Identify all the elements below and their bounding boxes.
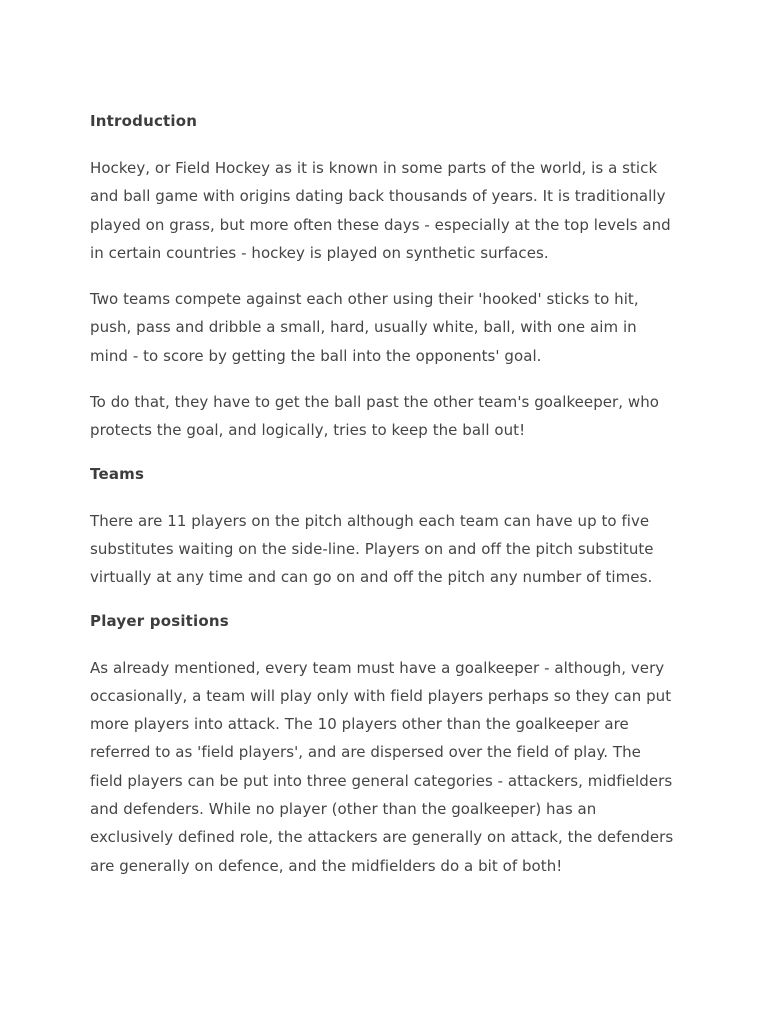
text-line: To do that, they have to get the ball past the other team's goalkeeper, who xyxy=(90,393,660,412)
paragraph-intro-3 xyxy=(90,388,690,445)
text-line: and defenders. While no player (other than the goalkeeper) has an xyxy=(90,800,597,819)
text-line: exclusively defined role, the attackers are generally on attack, the defenders xyxy=(90,828,674,847)
text-line: mind - to score by getting the ball into the opponents' goal. xyxy=(90,346,542,365)
text-line: more players into attack. The 10 players other than the goalkeeper are xyxy=(90,715,629,734)
text-line: push, pass and dribble a small, hard, usually white, ball, with one aim in xyxy=(90,318,637,337)
section-heading-player-positions: Player positions xyxy=(90,611,229,630)
section-heading-introduction: Introduction xyxy=(90,112,198,130)
text-line: virtually at any time and can go on and off the pitch any number of times. xyxy=(90,568,653,587)
paragraph-intro-1 xyxy=(90,154,690,267)
text-line: occasionally, a team will play only with field players perhaps so they can put xyxy=(90,686,672,705)
text-line: in certain countries - hockey is played on synthetic surfaces. xyxy=(90,243,549,262)
text-line: and ball game with origins dating back thousands of years. It is traditionally xyxy=(90,187,666,206)
paragraph-player-positions-1 xyxy=(90,654,690,880)
text-line: substitutes waiting on the side-line. Players on and off the pitch substitute xyxy=(90,539,654,558)
section-heading-teams: Teams xyxy=(90,464,145,483)
paragraph-teams-1 xyxy=(90,507,690,592)
text-line: played on grass, but more often these days - especially at the top levels and xyxy=(90,215,671,234)
text-line: referred to as 'field players', and are dispersed over the field of play. The xyxy=(90,743,641,762)
text-line: There are 11 players on the pitch although each team can have up to five xyxy=(90,511,650,530)
text-line: Two teams compete against each other using their 'hooked' sticks to hit, xyxy=(90,290,639,309)
paragraph-intro-2 xyxy=(90,285,690,370)
text-line: Hockey, or Field Hockey as it is known in some parts of the world, is a stick xyxy=(90,159,658,177)
document-page xyxy=(90,108,690,880)
text-line: As already mentioned, every team must have a goalkeeper - although, very xyxy=(90,658,665,677)
text-line: are generally on defence, and the midfielders do a bit of both! xyxy=(90,856,563,875)
text-line: field players can be put into three general categories - attackers, midfielders xyxy=(90,771,673,790)
text-line: protects the goal, and logically, tries to keep the ball out! xyxy=(90,421,526,440)
